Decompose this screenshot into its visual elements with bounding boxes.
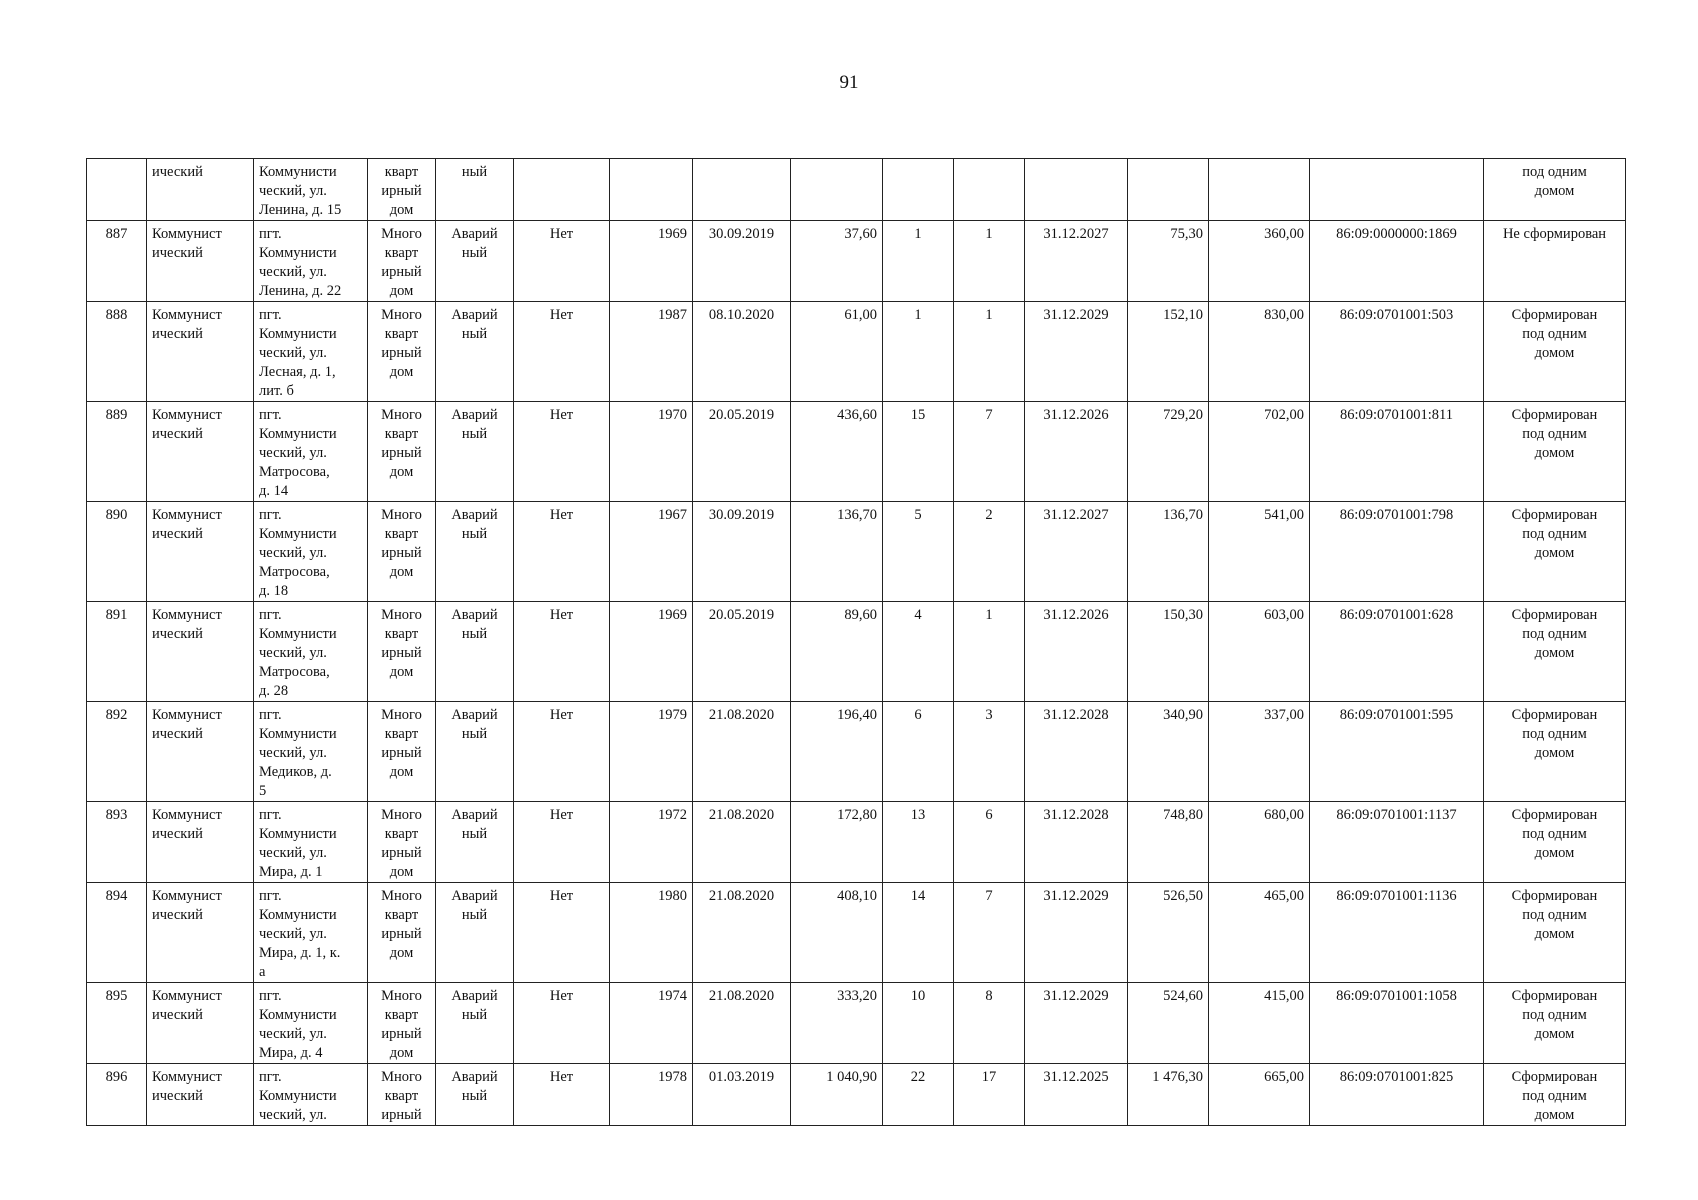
cell-year: 1978 [610, 1064, 693, 1126]
cell-premises: 15 [883, 402, 954, 502]
cell-recognized: Нет [514, 883, 610, 983]
cell-value: 702,00 [1209, 402, 1310, 502]
cell-house-type: Много кварт ирный [368, 1064, 436, 1126]
cell-premises: 14 [883, 883, 954, 983]
cell-house-type: Много кварт ирный дом [368, 502, 436, 602]
cell-value: 603,00 [1209, 602, 1310, 702]
table-row [87, 302, 1626, 402]
cell-date: 08.10.2020 [693, 302, 791, 402]
cell-area2: 75,30 [1128, 221, 1209, 302]
cell-value [1209, 159, 1310, 221]
cell-year: 1972 [610, 802, 693, 883]
cell-cadastral: 86:09:0701001:1058 [1310, 983, 1484, 1064]
cell-cadastral: 86:09:0701001:628 [1310, 602, 1484, 702]
cell-year: 1979 [610, 702, 693, 802]
cell-year: 1987 [610, 302, 693, 402]
cell-address: пгт. Коммунисти ческий, ул. [254, 1064, 368, 1126]
cell-status: Аварий ный [436, 302, 514, 402]
cell-land: Сформирован под одним домом [1484, 1064, 1626, 1126]
table-row [87, 402, 1626, 502]
cell-area: 196,40 [791, 702, 883, 802]
cell-deadline: 31.12.2028 [1025, 702, 1128, 802]
cell-deadline: 31.12.2027 [1025, 221, 1128, 302]
cell-land: Сформирован под одним домом [1484, 702, 1626, 802]
cell-municipality: Коммунист ический [147, 802, 254, 883]
cell-year: 1969 [610, 602, 693, 702]
cell-area2: 1 476,30 [1128, 1064, 1209, 1126]
cell-value: 337,00 [1209, 702, 1310, 802]
cell-year [610, 159, 693, 221]
cell-municipality: ический [147, 159, 254, 221]
cell-date: 20.05.2019 [693, 602, 791, 702]
cell-deadline: 31.12.2028 [1025, 802, 1128, 883]
cell-deadline [1025, 159, 1128, 221]
cell-status: Аварий ный [436, 1064, 514, 1126]
cell-premises: 1 [883, 221, 954, 302]
table-row [87, 802, 1626, 883]
cell-year: 1967 [610, 502, 693, 602]
cell-municipality: Коммунист ический [147, 983, 254, 1064]
cell-no: 888 [87, 302, 147, 402]
cell-cadastral: 86:09:0701001:1136 [1310, 883, 1484, 983]
cell-residents: 1 [954, 221, 1025, 302]
cell-area: 37,60 [791, 221, 883, 302]
cell-cadastral: 86:09:0701001:798 [1310, 502, 1484, 602]
cell-no: 894 [87, 883, 147, 983]
cell-cadastral: 86:09:0701001:503 [1310, 302, 1484, 402]
cell-premises: 4 [883, 602, 954, 702]
cell-area2: 524,60 [1128, 983, 1209, 1064]
cell-address: пгт. Коммунисти ческий, ул. Лесная, д. 1, лит. б [254, 302, 368, 402]
cell-area: 1 040,90 [791, 1064, 883, 1126]
cell-status: Аварий ный [436, 402, 514, 502]
cell-house-type: Много кварт ирный дом [368, 883, 436, 983]
cell-year: 1969 [610, 221, 693, 302]
cell-recognized: Нет [514, 983, 610, 1064]
cell-value: 665,00 [1209, 1064, 1310, 1126]
cell-date: 20.05.2019 [693, 402, 791, 502]
cell-no: 890 [87, 502, 147, 602]
cell-recognized: Нет [514, 502, 610, 602]
cell-premises: 1 [883, 302, 954, 402]
cell-residents: 3 [954, 702, 1025, 802]
cell-residents: 1 [954, 602, 1025, 702]
table-row [87, 883, 1626, 983]
cell-status: Аварий ный [436, 602, 514, 702]
cell-date: 30.09.2019 [693, 221, 791, 302]
cell-residents: 2 [954, 502, 1025, 602]
cell-status: Аварий ный [436, 983, 514, 1064]
cell-municipality: Коммунист ический [147, 502, 254, 602]
cell-residents: 7 [954, 883, 1025, 983]
cell-residents [954, 159, 1025, 221]
cell-municipality: Коммунист ический [147, 1064, 254, 1126]
cell-no: 889 [87, 402, 147, 502]
cell-area [791, 159, 883, 221]
page-number: 91 [839, 72, 859, 93]
cell-date: 21.08.2020 [693, 883, 791, 983]
cell-address: пгт. Коммунисти ческий, ул. Матросова, д. 18 [254, 502, 368, 602]
cell-house-type: Много кварт ирный дом [368, 402, 436, 502]
cell-deadline: 31.12.2029 [1025, 883, 1128, 983]
cell-premises: 5 [883, 502, 954, 602]
cell-cadastral: 86:09:0701001:1137 [1310, 802, 1484, 883]
cell-address: пгт. Коммунисти ческий, ул. Матросова, д. 14 [254, 402, 368, 502]
cell-area2: 152,10 [1128, 302, 1209, 402]
cell-no: 893 [87, 802, 147, 883]
housing-registry-table [86, 158, 1626, 1126]
cell-cadastral: 86:09:0701001:811 [1310, 402, 1484, 502]
table-row [87, 221, 1626, 302]
cell-status: Аварий ный [436, 502, 514, 602]
table-row [87, 702, 1626, 802]
cell-municipality: Коммунист ический [147, 602, 254, 702]
cell-recognized: Нет [514, 302, 610, 402]
cell-value: 465,00 [1209, 883, 1310, 983]
cell-recognized: Нет [514, 402, 610, 502]
cell-date: 21.08.2020 [693, 983, 791, 1064]
cell-recognized: Нет [514, 602, 610, 702]
cell-no: 895 [87, 983, 147, 1064]
cell-deadline: 31.12.2025 [1025, 1064, 1128, 1126]
cell-premises: 22 [883, 1064, 954, 1126]
cell-status: Аварий ный [436, 221, 514, 302]
cell-land: Сформирован под одним домом [1484, 602, 1626, 702]
cell-premises [883, 159, 954, 221]
cell-deadline: 31.12.2026 [1025, 602, 1128, 702]
cell-status: Аварий ный [436, 702, 514, 802]
cell-residents: 6 [954, 802, 1025, 883]
cell-area2: 136,70 [1128, 502, 1209, 602]
table-row [87, 502, 1626, 602]
cell-land: Сформирован под одним домом [1484, 983, 1626, 1064]
cell-recognized: Нет [514, 702, 610, 802]
cell-premises: 13 [883, 802, 954, 883]
cell-deadline: 31.12.2027 [1025, 502, 1128, 602]
cell-recognized: Нет [514, 1064, 610, 1126]
cell-area2: 340,90 [1128, 702, 1209, 802]
cell-deadline: 31.12.2029 [1025, 983, 1128, 1064]
cell-residents: 17 [954, 1064, 1025, 1126]
cell-residents: 7 [954, 402, 1025, 502]
cell-land: Сформирован под одним домом [1484, 883, 1626, 983]
cell-value: 415,00 [1209, 983, 1310, 1064]
cell-address: пгт. Коммунисти ческий, ул. Матросова, д. 28 [254, 602, 368, 702]
cell-premises: 10 [883, 983, 954, 1064]
cell-municipality: Коммунист ический [147, 302, 254, 402]
cell-cadastral: 86:09:0701001:825 [1310, 1064, 1484, 1126]
cell-year: 1970 [610, 402, 693, 502]
cell-cadastral: 86:09:0000000:1869 [1310, 221, 1484, 302]
cell-value: 680,00 [1209, 802, 1310, 883]
cell-area: 333,20 [791, 983, 883, 1064]
cell-status: Аварий ный [436, 802, 514, 883]
cell-status: Аварий ный [436, 883, 514, 983]
cell-area: 172,80 [791, 802, 883, 883]
cell-address: пгт. Коммунисти ческий, ул. Мира, д. 4 [254, 983, 368, 1064]
cell-land: Не сформирован [1484, 221, 1626, 302]
cell-recognized [514, 159, 610, 221]
cell-no [87, 159, 147, 221]
cell-no: 892 [87, 702, 147, 802]
cell-house-type: Много кварт ирный дом [368, 221, 436, 302]
cell-deadline: 31.12.2029 [1025, 302, 1128, 402]
table-row [87, 1064, 1626, 1126]
cell-address: пгт. Коммунисти ческий, ул. Ленина, д. 22 [254, 221, 368, 302]
cell-house-type: кварт ирный дом [368, 159, 436, 221]
cell-area: 61,00 [791, 302, 883, 402]
cell-land: Сформирован под одним домом [1484, 502, 1626, 602]
cell-area2: 729,20 [1128, 402, 1209, 502]
cell-date [693, 159, 791, 221]
cell-area: 89,60 [791, 602, 883, 702]
cell-recognized: Нет [514, 802, 610, 883]
cell-area2 [1128, 159, 1209, 221]
cell-municipality: Коммунист ический [147, 702, 254, 802]
cell-date: 21.08.2020 [693, 702, 791, 802]
cell-area2: 748,80 [1128, 802, 1209, 883]
cell-status: ный [436, 159, 514, 221]
cell-value: 360,00 [1209, 221, 1310, 302]
cell-address: пгт. Коммунисти ческий, ул. Медиков, д. 5 [254, 702, 368, 802]
cell-residents: 1 [954, 302, 1025, 402]
cell-address: пгт. Коммунисти ческий, ул. Мира, д. 1 [254, 802, 368, 883]
cell-recognized: Нет [514, 221, 610, 302]
cell-municipality: Коммунист ический [147, 883, 254, 983]
cell-date: 01.03.2019 [693, 1064, 791, 1126]
cell-address: Коммунисти ческий, ул. Ленина, д. 15 [254, 159, 368, 221]
cell-no: 887 [87, 221, 147, 302]
cell-cadastral [1310, 159, 1484, 221]
table-row [87, 159, 1626, 221]
cell-house-type: Много кварт ирный дом [368, 602, 436, 702]
table-row [87, 983, 1626, 1064]
cell-deadline: 31.12.2026 [1025, 402, 1128, 502]
table-row [87, 602, 1626, 702]
cell-land: под одним домом [1484, 159, 1626, 221]
cell-no: 891 [87, 602, 147, 702]
cell-area: 408,10 [791, 883, 883, 983]
cell-land: Сформирован под одним домом [1484, 802, 1626, 883]
cell-date: 30.09.2019 [693, 502, 791, 602]
cell-residents: 8 [954, 983, 1025, 1064]
cell-land: Сформирован под одним домом [1484, 302, 1626, 402]
cell-house-type: Много кварт ирный дом [368, 983, 436, 1064]
cell-year: 1980 [610, 883, 693, 983]
cell-land: Сформирован под одним домом [1484, 402, 1626, 502]
cell-municipality: Коммунист ический [147, 221, 254, 302]
cell-area: 136,70 [791, 502, 883, 602]
cell-year: 1974 [610, 983, 693, 1064]
cell-house-type: Много кварт ирный дом [368, 302, 436, 402]
cell-premises: 6 [883, 702, 954, 802]
cell-area2: 526,50 [1128, 883, 1209, 983]
cell-no: 896 [87, 1064, 147, 1126]
cell-area2: 150,30 [1128, 602, 1209, 702]
cell-value: 830,00 [1209, 302, 1310, 402]
cell-area: 436,60 [791, 402, 883, 502]
cell-house-type: Много кварт ирный дом [368, 702, 436, 802]
cell-municipality: Коммунист ический [147, 402, 254, 502]
cell-value: 541,00 [1209, 502, 1310, 602]
cell-cadastral: 86:09:0701001:595 [1310, 702, 1484, 802]
cell-house-type: Много кварт ирный дом [368, 802, 436, 883]
cell-date: 21.08.2020 [693, 802, 791, 883]
cell-address: пгт. Коммунисти ческий, ул. Мира, д. 1, к. а [254, 883, 368, 983]
